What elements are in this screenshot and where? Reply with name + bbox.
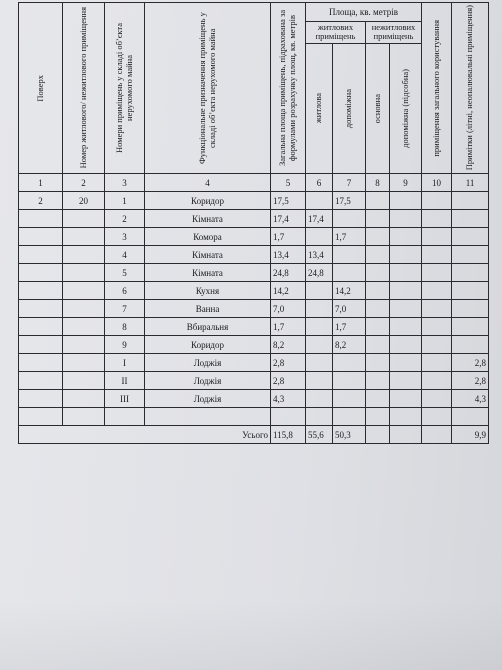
- cell-total-area: 17,4: [271, 210, 306, 228]
- table-row: [19, 210, 489, 228]
- cell-main-area: [366, 210, 390, 228]
- empty-cell: [333, 408, 366, 426]
- header-common-use: приміщення загального користування: [422, 3, 452, 174]
- cell-room: 9: [105, 336, 145, 354]
- cell-total-area: 1,7: [271, 228, 306, 246]
- cell-floor: [19, 300, 63, 318]
- cell-main-area: [366, 192, 390, 210]
- header-residential-group: житлових приміщень: [306, 22, 366, 43]
- cell-notes: [452, 318, 489, 336]
- table-row: [19, 246, 489, 264]
- table-row: [19, 264, 489, 282]
- cell-aux-basement-area: [390, 246, 422, 264]
- cell-notes: [452, 192, 489, 210]
- cell-aux-basement-area: [390, 372, 422, 390]
- cell-notes: [452, 210, 489, 228]
- empty-cell: [145, 408, 271, 426]
- cell-auxiliary-area: 17,5: [333, 192, 366, 210]
- cell-auxiliary-area: 1,7: [333, 228, 366, 246]
- empty-cell: [271, 408, 306, 426]
- totals-label: Усього: [19, 426, 271, 444]
- cell-aux-basement-area: [390, 354, 422, 372]
- cell-auxiliary-area: 7,0: [333, 300, 366, 318]
- cell-purpose: Кімната: [145, 246, 271, 264]
- table-row: [19, 192, 489, 210]
- cell-living-area: [306, 318, 333, 336]
- cell-total-area: 2,8: [271, 354, 306, 372]
- table-row: [19, 336, 489, 354]
- cell-purpose: Кухня: [145, 282, 271, 300]
- room-inventory-table: [18, 2, 489, 444]
- cell-living-area: [306, 354, 333, 372]
- empty-cell: [19, 408, 63, 426]
- cell-auxiliary-area: 14,2: [333, 282, 366, 300]
- cell-notes: [452, 300, 489, 318]
- header-notes: Примітки (літні, неопалювальні приміщення): [452, 3, 489, 174]
- header-main: основна: [366, 43, 390, 173]
- cell-common-use-area: [422, 336, 452, 354]
- cell-auxiliary-area: [333, 246, 366, 264]
- cell-main-area: [366, 282, 390, 300]
- empty-cell: [306, 408, 333, 426]
- cell-unit: [63, 282, 105, 300]
- cell-total-area: 1,7: [271, 318, 306, 336]
- cell-room: 4: [105, 246, 145, 264]
- cell-room: 1: [105, 192, 145, 210]
- cell-floor: [19, 336, 63, 354]
- cell-floor: [19, 246, 63, 264]
- cell-room: II: [105, 372, 145, 390]
- header-area-group: Площа, кв. метрів: [306, 3, 422, 22]
- totals-total-area: 115,8: [271, 426, 306, 444]
- cell-total-area: 7,0: [271, 300, 306, 318]
- column-number: 1: [19, 174, 63, 192]
- cell-living-area: [306, 282, 333, 300]
- cell-purpose: Лоджія: [145, 390, 271, 408]
- cell-common-use-area: [422, 228, 452, 246]
- cell-common-use-area: [422, 264, 452, 282]
- cell-floor: [19, 210, 63, 228]
- cell-unit: [63, 390, 105, 408]
- table-row: [19, 300, 489, 318]
- header-row-1: [19, 3, 489, 22]
- cell-total-area: 14,2: [271, 282, 306, 300]
- cell-room: 7: [105, 300, 145, 318]
- cell-purpose: Вбиральня: [145, 318, 271, 336]
- cell-total-area: 8,2: [271, 336, 306, 354]
- cell-floor: [19, 372, 63, 390]
- cell-floor: 2: [19, 192, 63, 210]
- column-number: 6: [306, 174, 333, 192]
- cell-purpose: Кімната: [145, 210, 271, 228]
- table-row: [19, 318, 489, 336]
- cell-common-use-area: [422, 318, 452, 336]
- cell-auxiliary-area: [333, 390, 366, 408]
- cell-floor: [19, 264, 63, 282]
- cell-aux-basement-area: [390, 300, 422, 318]
- cell-living-area: [306, 336, 333, 354]
- cell-unit: [63, 318, 105, 336]
- table-row: [19, 390, 489, 408]
- cell-aux-basement-area: [390, 390, 422, 408]
- cell-purpose: Комора: [145, 228, 271, 246]
- cell-unit: [63, 300, 105, 318]
- cell-auxiliary-area: [333, 372, 366, 390]
- cell-notes: [452, 246, 489, 264]
- header-floor: Поверх: [19, 3, 63, 174]
- totals-notes: 9,9: [452, 426, 489, 444]
- column-number: 10: [422, 174, 452, 192]
- cell-unit: [63, 228, 105, 246]
- empty-cell: [422, 408, 452, 426]
- cell-aux-basement-area: [390, 282, 422, 300]
- cell-common-use-area: [422, 300, 452, 318]
- table-row: [19, 354, 489, 372]
- totals-living-area: 55,6: [306, 426, 333, 444]
- cell-main-area: [366, 228, 390, 246]
- cell-auxiliary-area: [333, 354, 366, 372]
- cell-main-area: [366, 354, 390, 372]
- table-row: [19, 282, 489, 300]
- cell-main-area: [366, 246, 390, 264]
- totals-aux-basement-area: [390, 426, 422, 444]
- empty-cell: [390, 408, 422, 426]
- column-number: 2: [63, 174, 105, 192]
- cell-unit: 20: [63, 192, 105, 210]
- cell-unit: [63, 264, 105, 282]
- cell-aux-basement-area: [390, 228, 422, 246]
- totals-common-use-area: [422, 426, 452, 444]
- cell-total-area: 4,3: [271, 390, 306, 408]
- header-living: житлова: [306, 43, 333, 173]
- column-number: 9: [390, 174, 422, 192]
- cell-common-use-area: [422, 192, 452, 210]
- cell-unit: [63, 372, 105, 390]
- cell-auxiliary-area: 8,2: [333, 336, 366, 354]
- header-room-number: Номери приміщень у складі об’єкта нерухомого майна: [105, 3, 145, 174]
- column-number: 11: [452, 174, 489, 192]
- cell-common-use-area: [422, 354, 452, 372]
- cell-room: 5: [105, 264, 145, 282]
- cell-living-area: 17,4: [306, 210, 333, 228]
- cell-room: 3: [105, 228, 145, 246]
- header-purpose: Функціональне призначення приміщень у складі об’єкта нерухомого майна: [145, 3, 271, 174]
- empty-cell: [366, 408, 390, 426]
- column-number: 4: [145, 174, 271, 192]
- cell-unit: [63, 210, 105, 228]
- cell-aux-basement-area: [390, 210, 422, 228]
- cell-total-area: 24,8: [271, 264, 306, 282]
- cell-notes: [452, 336, 489, 354]
- cell-living-area: [306, 228, 333, 246]
- totals-row: [19, 426, 489, 444]
- header-unit-number: Номер житлового/ нежитлового приміщення: [63, 3, 105, 174]
- cell-notes: [452, 264, 489, 282]
- cell-common-use-area: [422, 372, 452, 390]
- cell-aux-basement-area: [390, 264, 422, 282]
- column-number: 3: [105, 174, 145, 192]
- cell-aux-basement-area: [390, 318, 422, 336]
- cell-notes: [452, 228, 489, 246]
- cell-main-area: [366, 264, 390, 282]
- cell-common-use-area: [422, 210, 452, 228]
- cell-floor: [19, 354, 63, 372]
- totals-auxiliary-area: 50,3: [333, 426, 366, 444]
- cell-living-area: 13,4: [306, 246, 333, 264]
- cell-purpose: Лоджія: [145, 372, 271, 390]
- cell-common-use-area: [422, 390, 452, 408]
- table-row: [19, 228, 489, 246]
- cell-unit: [63, 354, 105, 372]
- cell-purpose: Лоджія: [145, 354, 271, 372]
- cell-total-area: 13,4: [271, 246, 306, 264]
- cell-notes: 2,8: [452, 354, 489, 372]
- cell-main-area: [366, 300, 390, 318]
- cell-room: III: [105, 390, 145, 408]
- cell-room: 8: [105, 318, 145, 336]
- column-number: 5: [271, 174, 306, 192]
- cell-common-use-area: [422, 282, 452, 300]
- cell-room: I: [105, 354, 145, 372]
- cell-notes: 2,8: [452, 372, 489, 390]
- cell-aux-basement-area: [390, 192, 422, 210]
- table-row: [19, 372, 489, 390]
- cell-floor: [19, 318, 63, 336]
- empty-cell: [105, 408, 145, 426]
- empty-cell: [452, 408, 489, 426]
- cell-purpose: Кімната: [145, 264, 271, 282]
- cell-total-area: 17,5: [271, 192, 306, 210]
- cell-auxiliary-area: [333, 210, 366, 228]
- totals-main-area: [366, 426, 390, 444]
- cell-notes: [452, 282, 489, 300]
- column-number-row: [19, 174, 489, 192]
- cell-auxiliary-area: [333, 264, 366, 282]
- header-total-area: Загальна площа приміщень, підрахована за формулами розрахунку площ, кв. метрів: [271, 3, 306, 174]
- cell-total-area: 2,8: [271, 372, 306, 390]
- cell-common-use-area: [422, 246, 452, 264]
- cell-floor: [19, 390, 63, 408]
- cell-purpose: Коридор: [145, 336, 271, 354]
- cell-notes: 4,3: [452, 390, 489, 408]
- cell-main-area: [366, 390, 390, 408]
- cell-living-area: [306, 300, 333, 318]
- column-number: 8: [366, 174, 390, 192]
- cell-auxiliary-area: 1,7: [333, 318, 366, 336]
- cell-living-area: 24,8: [306, 264, 333, 282]
- header-auxiliary: допоміжна: [333, 43, 366, 173]
- table-row-empty: [19, 408, 489, 426]
- cell-living-area: [306, 390, 333, 408]
- column-number: 7: [333, 174, 366, 192]
- cell-unit: [63, 246, 105, 264]
- header-aux-basement: допоміжна (підсобна): [390, 43, 422, 173]
- page-shadow: [0, 600, 502, 670]
- cell-floor: [19, 228, 63, 246]
- cell-main-area: [366, 336, 390, 354]
- cell-living-area: [306, 372, 333, 390]
- cell-living-area: [306, 192, 333, 210]
- cell-purpose: Ванна: [145, 300, 271, 318]
- cell-room: 6: [105, 282, 145, 300]
- empty-cell: [63, 408, 105, 426]
- cell-unit: [63, 336, 105, 354]
- cell-purpose: Коридор: [145, 192, 271, 210]
- cell-main-area: [366, 318, 390, 336]
- header-nonresidential-group: нежитлових приміщень: [366, 22, 422, 43]
- cell-aux-basement-area: [390, 336, 422, 354]
- cell-room: 2: [105, 210, 145, 228]
- cell-main-area: [366, 372, 390, 390]
- cell-floor: [19, 282, 63, 300]
